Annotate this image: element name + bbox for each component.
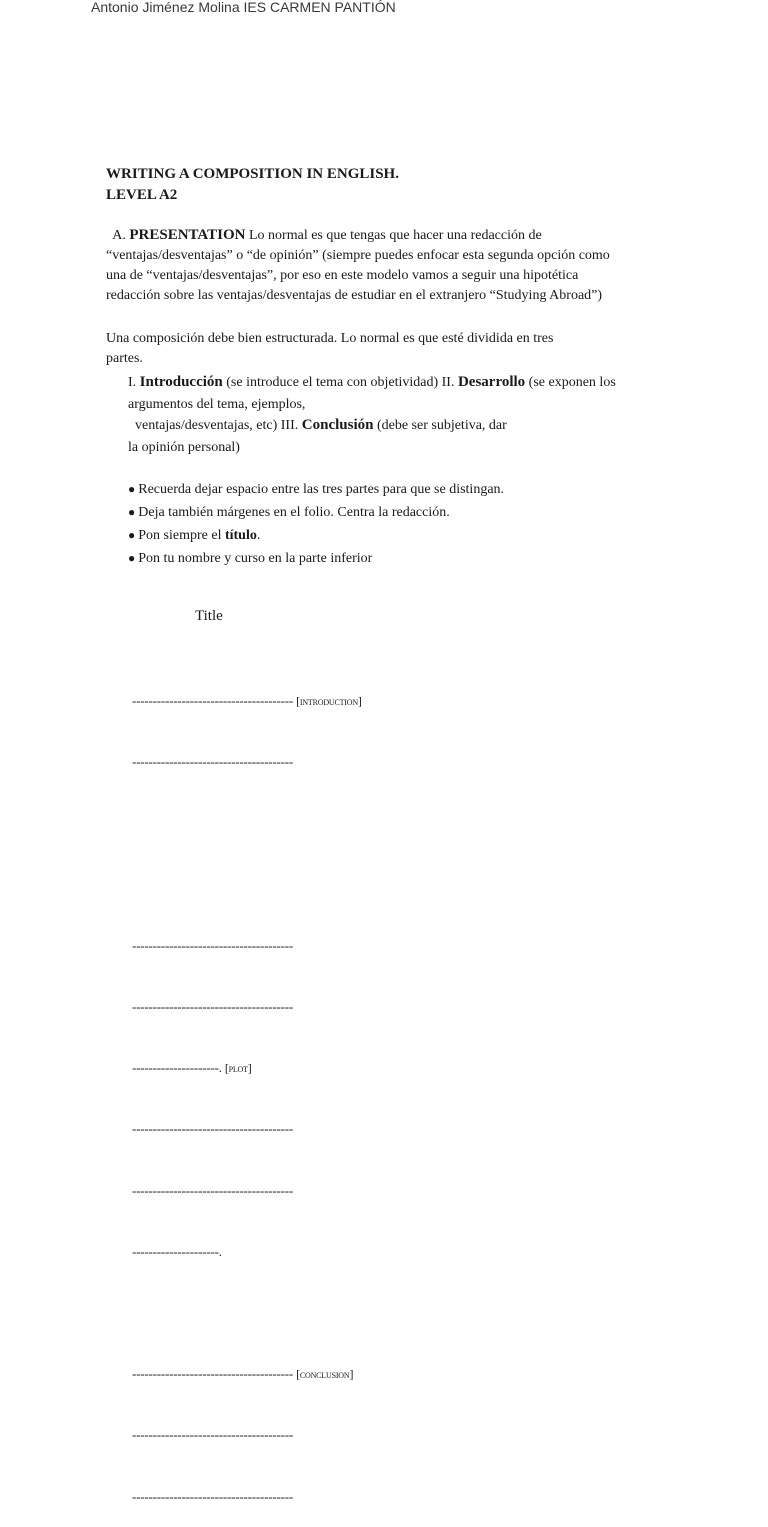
tip-text: Pon tu nombre y curso en la parte inferior <box>138 551 373 566</box>
section-tag: [plot] <box>224 1061 252 1076</box>
outline-line <box>132 874 362 894</box>
dash-run: ---------------------. <box>132 1060 225 1076</box>
bullet-icon: ● <box>128 528 136 542</box>
presentation-text: Lo normal es que tengas que hacer una redacción de <box>245 228 542 243</box>
tip-text-end: . <box>256 528 261 543</box>
list-item <box>128 501 504 524</box>
structure-line-1: Una composición debe bien estructurada. Lo normal es que esté dividida en tres <box>106 331 554 346</box>
outline-line <box>132 1242 362 1262</box>
document-title <box>106 164 399 206</box>
parts-line-3 <box>128 415 616 437</box>
dash-run: --------------------------------------- <box>132 1182 294 1198</box>
part-introduccion: Introducción <box>139 374 223 390</box>
outline-line <box>132 936 362 956</box>
list-item <box>128 524 504 547</box>
outline-line <box>132 1181 362 1201</box>
outline-line <box>132 813 362 833</box>
list-item <box>128 547 504 570</box>
part-desarrollo: Desarrollo <box>457 374 526 390</box>
presentation-line-2: “ventajas/desventajas” o “de opinión” (siempre puedes enfocar esta segunda opción como <box>106 248 610 263</box>
section-tag: [introduction] <box>296 693 362 708</box>
parts-line-2: argumentos del tema, ejemplos, <box>128 396 306 412</box>
section-letter: A. <box>112 228 126 243</box>
dash-run: --------------------------------------- <box>132 692 297 708</box>
dash-run: --------------------------------------- <box>132 754 294 770</box>
part-1-number: I. <box>128 375 137 390</box>
outline-line <box>132 752 362 772</box>
presentation-line-3: una de “ventajas/desventajas”, por eso en este modelo vamos a seguir una hipotética <box>106 268 579 283</box>
presentation-paragraph <box>106 225 610 306</box>
section-tag: [conclusion] <box>296 1367 354 1382</box>
part-conclusion: Conclusión <box>301 417 374 433</box>
tip-text: Recuerda dejar espacio entre las tres partes para que se distingan. <box>138 482 505 497</box>
dash-run: ---------------------. <box>132 1243 222 1259</box>
bullet-icon: ● <box>128 551 136 565</box>
outline-line <box>132 1058 362 1078</box>
dash-run: --------------------------------------- <box>132 1488 294 1504</box>
tip-text: Pon siempre el <box>138 528 225 543</box>
outline-line <box>132 1119 362 1139</box>
part-2-text-cont: ventajas/desventajas, etc) III. <box>135 418 299 433</box>
structure-intro <box>106 329 553 369</box>
template-title: Title <box>195 608 223 624</box>
tip-text: Deja también márgenes en el folio. Centra la redacción. <box>138 505 450 520</box>
bullet-icon: ● <box>128 505 136 519</box>
part-2-text: (se exponen los <box>525 375 616 390</box>
template-outline <box>132 650 362 1527</box>
outline-line <box>132 1425 362 1445</box>
bullet-icon: ● <box>128 482 136 496</box>
title-line-2: LEVEL A2 <box>106 187 178 203</box>
presentation-line-1 <box>106 225 610 246</box>
page-header: Antonio Jiménez Molina IES CARMEN PANTIÓN <box>91 0 396 15</box>
parts-line-4: la opinión personal) <box>128 439 240 455</box>
dash-run: --------------------------------------- <box>132 1121 294 1137</box>
dash-run: --------------------------------------- <box>132 1427 294 1443</box>
presentation-line-4: redacción sobre las ventajas/desventajas de estudiar en el extranjero “Studying Abroad”) <box>106 288 603 303</box>
structure-parts <box>128 372 616 458</box>
tips-list <box>128 478 504 570</box>
parts-line-1 <box>128 372 616 394</box>
outline-line <box>132 1303 362 1323</box>
part-1-text: (se introduce el tema con objetividad) II. <box>222 375 455 390</box>
title-line-1: WRITING A COMPOSITION IN ENGLISH. <box>106 166 399 182</box>
structure-line-2: partes. <box>106 351 143 366</box>
dash-run: --------------------------------------- <box>132 937 294 953</box>
outline-line <box>132 1364 362 1384</box>
list-item <box>128 478 504 501</box>
presentation-heading: PRESENTATION <box>129 227 246 243</box>
dash-run: --------------------------------------- <box>132 998 294 1014</box>
part-3-text: (debe ser subjetiva, dar <box>373 418 507 433</box>
outline-line <box>132 691 362 711</box>
tip-bold: título <box>224 528 257 543</box>
outline-line <box>132 997 362 1017</box>
outline-line <box>132 1487 362 1507</box>
dash-run: --------------------------------------- <box>132 1366 297 1382</box>
